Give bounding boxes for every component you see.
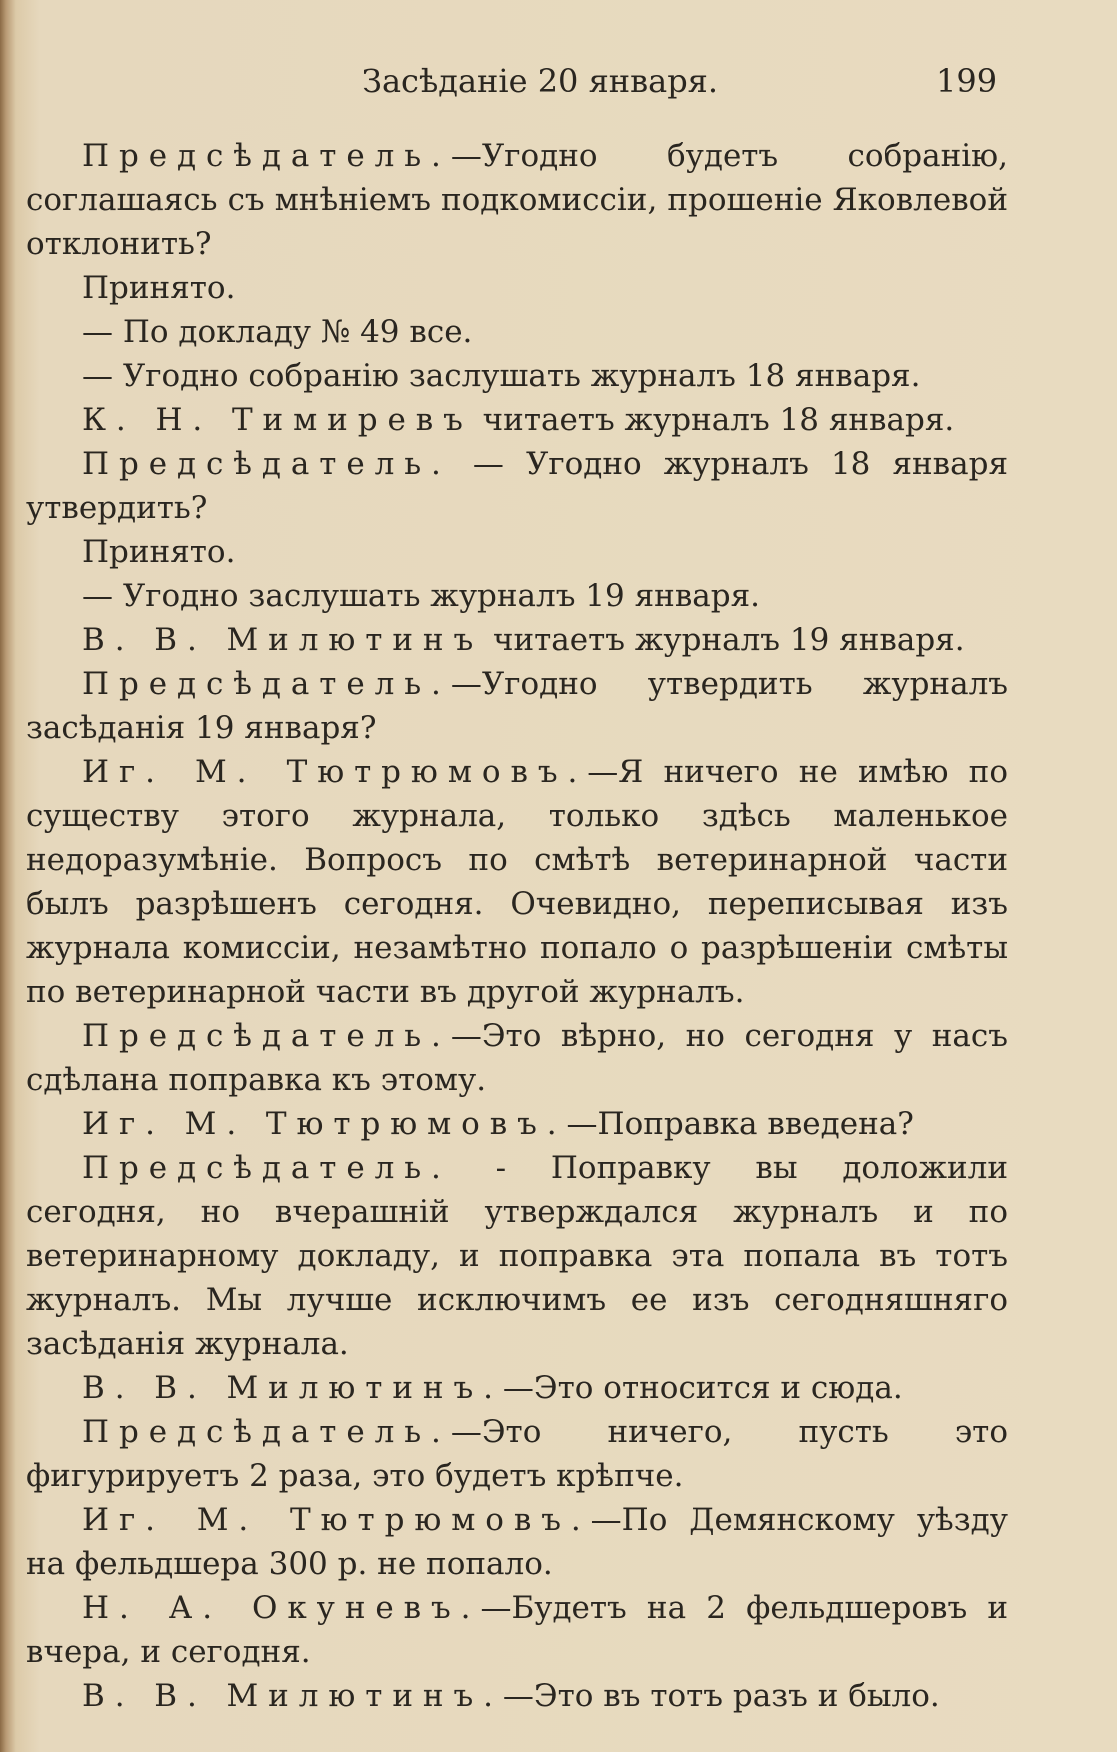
speaker-name: Предсѣдатель. xyxy=(82,446,451,482)
speaker-name: Н. А. Окуневъ. xyxy=(82,1590,481,1626)
paragraph xyxy=(26,530,1008,574)
paragraph xyxy=(26,1586,1008,1674)
speaker-name: В. В. Милютинъ. xyxy=(82,1678,503,1714)
speaker-name: Предсѣдатель. xyxy=(82,1018,451,1054)
paragraph xyxy=(26,662,1008,750)
speaker-name: Иг. М. Тютрюмовъ. xyxy=(82,1502,591,1538)
speaker-name: Предсѣдатель. xyxy=(82,1150,451,1186)
paragraph-text: — Угодно журналъ 18 января утвердить? xyxy=(26,446,1008,526)
paragraph xyxy=(26,266,1008,310)
speaker-name: Предсѣдатель. xyxy=(82,1414,451,1450)
speaker-name: Предсѣдатель. xyxy=(82,138,451,174)
page-number: 199 xyxy=(936,62,998,100)
paragraph-text: читаетъ журналъ 19 января. xyxy=(483,622,965,658)
paragraph-text: — Угодно собранію заслушать журналъ 18 января. xyxy=(82,358,921,394)
paragraph-text: читаетъ журналъ 18 января. xyxy=(472,402,955,438)
paragraph xyxy=(26,1146,1008,1366)
speaker-name: В. В. Милютинъ. xyxy=(82,1370,503,1406)
paragraph-text: —Это ничего, пусть это фигурируетъ 2 раза, это будетъ крѣпче. xyxy=(26,1414,1008,1494)
paragraph-text: Принято. xyxy=(82,270,236,306)
paragraph-text: Принято. xyxy=(82,534,236,570)
paragraph xyxy=(26,442,1008,530)
paragraph xyxy=(26,1410,1008,1498)
paragraph-text: —Угодно утвердить журналъ засѣданія 19 января? xyxy=(26,666,1008,746)
paragraph-text: —Поправка введена? xyxy=(566,1106,914,1142)
paragraph-text: —Угодно будетъ собранію, соглашаясь съ мнѣніемъ подкомиссіи, прошеніе Яковлевой отклонить? xyxy=(26,138,1008,262)
paragraph xyxy=(26,134,1008,266)
paragraph-text: —Это въ тотъ разъ и было. xyxy=(502,1678,940,1714)
paragraph-text: - Поправку вы доложили сегодня, но вчерашній утверждался журналъ и по ветеринарному докладу, и поправка эта попала въ тотъ журналъ. Мы лучше исключимъ ее изъ сегодняшняго засѣданія журнала. xyxy=(26,1150,1008,1362)
paragraph-text: — Угодно заслушать журналъ 19 января. xyxy=(82,578,761,614)
paragraph-text: —Это вѣрно, но сегодня у насъ сдѣлана поправка къ этому. xyxy=(26,1018,1008,1098)
speaker-name: К. Н. Тимиревъ xyxy=(82,402,473,438)
paragraph-text: —Будетъ на 2 фельдшеровъ и вчера, и сегодня. xyxy=(26,1590,1008,1670)
speaker-name: Иг. М. Тютрюмовъ. xyxy=(82,754,588,790)
paragraph xyxy=(26,398,1008,442)
speaker-name: В. В. Милютинъ xyxy=(82,622,484,658)
paragraph xyxy=(26,1102,1008,1146)
speaker-name: Иг. М. Тютрюмовъ. xyxy=(82,1106,567,1142)
paragraph xyxy=(26,354,1008,398)
text-body xyxy=(26,134,1008,1718)
paragraph xyxy=(26,310,1008,354)
paragraph xyxy=(26,1014,1008,1102)
paragraph xyxy=(26,1498,1008,1586)
paragraph xyxy=(26,574,1008,618)
running-header xyxy=(0,56,1117,106)
paragraph-text: —Я ничего не имѣю по существу этого журнала, только здѣсь маленькое недоразумѣніе. Вопросъ по смѣтѣ ветеринарной части былъ разрѣшенъ сегодня. Очевидно, переписывая изъ журнала комиссіи, незамѣтно попало о разрѣшеніи смѣты по ветеринарной части въ другой журналъ. xyxy=(26,754,1008,1010)
paragraph xyxy=(26,750,1008,1014)
speaker-name: Предсѣдатель. xyxy=(82,666,451,702)
header-title: Засѣданіе 20 января. xyxy=(362,62,719,100)
paragraph-text: —Это относится и сюда. xyxy=(502,1370,903,1406)
paragraph xyxy=(26,618,1008,662)
paragraph xyxy=(26,1366,1008,1410)
paragraph-text: — По докладу № 49 все. xyxy=(82,314,473,350)
paragraph-text: —По Демянскому уѣзду на фельдшера 300 р. не попало. xyxy=(26,1502,1008,1582)
paragraph xyxy=(26,1674,1008,1718)
